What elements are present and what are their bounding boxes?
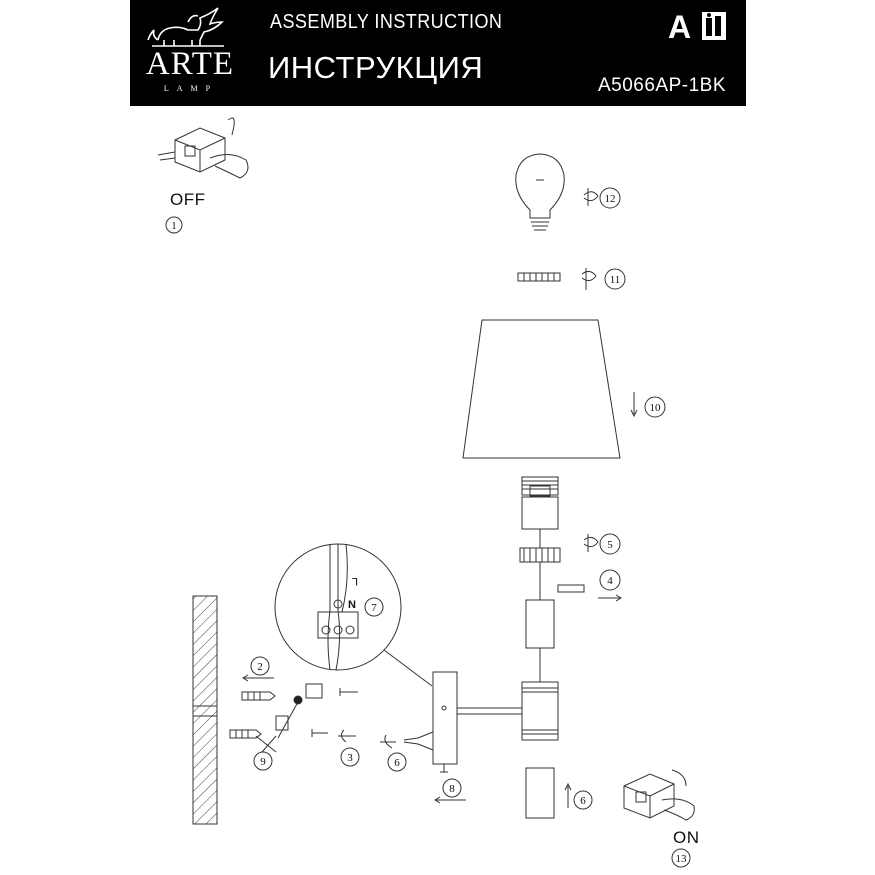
on-label: ON: [673, 828, 700, 847]
socket-assembly: [520, 477, 560, 600]
down-arrow-icon: [631, 392, 637, 416]
terminal-detail: [275, 544, 432, 686]
model-number: A5066AP-1BK: [597, 75, 726, 96]
step-9-number: 9: [260, 756, 266, 768]
screw-icon: [312, 688, 358, 742]
step-13-number: 13: [675, 853, 687, 865]
switch-box-on-icon: [624, 770, 694, 820]
wall-plate: [433, 672, 522, 772]
rotate-arrow-icon: [582, 268, 596, 290]
off-label: OFF: [170, 190, 206, 209]
wall-anchor-icon: [230, 675, 275, 738]
light-bulb-icon: [516, 154, 564, 230]
terminal-l-label: L: [351, 575, 358, 587]
switch-box-off-icon: [158, 118, 248, 178]
rotate-arrow-icon: [584, 534, 598, 552]
lamp-stem: [522, 600, 558, 740]
wall-section: [193, 596, 217, 824]
step-7-number: 7: [371, 602, 377, 614]
mounting-bracket-icon: [256, 684, 322, 752]
power-cable: [404, 732, 433, 750]
set-screw-icon: [558, 585, 621, 601]
step-2-number: 2: [257, 661, 263, 673]
step-5-number: 5: [607, 539, 613, 551]
step-6b-number: 6: [580, 795, 586, 807]
brand-subtitle: LAMP: [163, 84, 219, 93]
step-12-number: 12: [604, 193, 616, 205]
left-arrow-icon: [435, 797, 466, 803]
rotate-arrow-icon: [380, 735, 396, 748]
step-1-number: 1: [171, 220, 177, 232]
step-3-number: 3: [347, 752, 353, 764]
svg-text:A: A: [668, 9, 692, 42]
title-russian: ИНСТРУКЦИЯ: [268, 50, 484, 85]
step-6a-number: 6: [394, 757, 400, 769]
title-english: ASSEMBLY INSTRUCTION: [270, 11, 503, 33]
terminal-n-label: N: [348, 599, 356, 611]
step-11-number: 11: [609, 274, 621, 286]
shade-ring-icon: [518, 273, 560, 281]
lamp-shade: [463, 320, 620, 458]
brand-name: ARTE: [145, 46, 235, 82]
step-4-number: 4: [607, 575, 613, 587]
step-10-number: 10: [649, 402, 661, 414]
step-8-number: 8: [449, 783, 455, 795]
decorative-tube: [526, 768, 554, 818]
up-arrow-icon: [565, 784, 571, 808]
rotate-arrow-icon: [584, 188, 598, 206]
